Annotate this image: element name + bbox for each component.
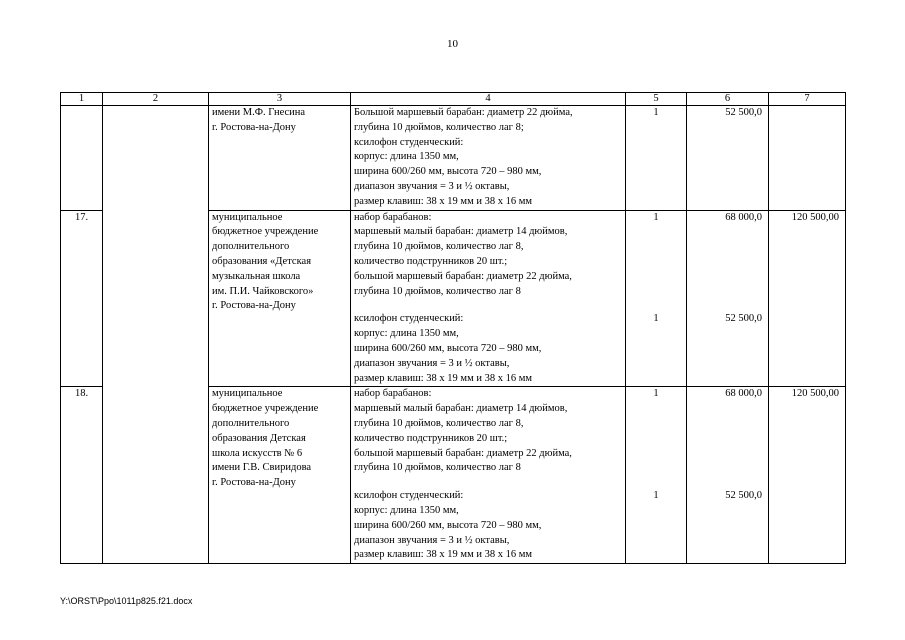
column-number-row — [61, 93, 846, 106]
price-cell: 68 000,0 52 500,0 — [687, 387, 769, 564]
row-number-cell: 17. — [61, 210, 103, 387]
total-cell: 120 500,00 — [769, 387, 846, 564]
column-header: 4 — [351, 93, 626, 106]
column-header: 6 — [687, 93, 769, 106]
row-number-cell — [61, 106, 103, 211]
quantity-cell: 1 1 — [626, 210, 687, 387]
row-number-cell: 18. — [61, 387, 103, 564]
equipment-cell: набор барабанов: маршевый малый барабан: диаметр 14 дюймов, глубина 10 дюймов, количество лаг 8, количество подструнников 20 шт.; большой маршевый барабан: диаметр 22 дюйма, глубина 10 дюймов, количество лаг 8 ксилофон студенческий: корпус: длина 1350 мм, ширина 600/260 мм, высота 720 – 980 мм, диапазон звучания = 3 и ½ октавы, размер клавиш: 38 х 19 мм и 38 х 16 мм — [351, 387, 626, 564]
quantity-cell: 1 — [626, 106, 687, 211]
column-header: 2 — [103, 93, 209, 106]
price-cell: 52 500,0 — [687, 106, 769, 211]
price-cell: 68 000,0 52 500,0 — [687, 210, 769, 387]
equipment-cell: Большой маршевый барабан: диаметр 22 дюйма, глубина 10 дюймов, количество лаг 8; ксилофон студенческий: корпус: длина 1350 мм, ширина 600/260 мм, высота 720 – 980 мм, диапазон звучания = 3 и ½ октавы, размер клавиш: 38 х 19 мм и 38 х 16 мм — [351, 106, 626, 211]
allocation-table — [60, 92, 846, 564]
column-header: 5 — [626, 93, 687, 106]
table-row — [61, 106, 846, 211]
quantity-cell: 1 1 — [626, 387, 687, 564]
institution-cell: муниципальное бюджетное учреждение дополнительного образования «Детская музыкальная школа им. П.И. Чайковского» г. Ростова-на-Дону — [209, 210, 351, 387]
column-header: 1 — [61, 93, 103, 106]
total-cell — [769, 106, 846, 211]
equipment-cell: набор барабанов: маршевый малый барабан: диаметр 14 дюймов, глубина 10 дюймов, количество лаг 8, количество подструнников 20 шт.; большой маршевый барабан: диаметр 22 дюйма, глубина 10 дюймов, количество лаг 8 ксилофон студенческий: корпус: длина 1350 мм, ширина 600/260 мм, высота 720 – 980 мм, диапазон звучания = 3 и ½ октавы, размер клавиш: 38 х 19 мм и 38 х 16 мм — [351, 210, 626, 387]
institution-cell: муниципальное бюджетное учреждение дополнительного образования Детская школа искусств № 6 имени Г.В. Свиридова г. Ростова-на-Дону — [209, 387, 351, 564]
page-number: 10 — [447, 38, 458, 50]
file-path-footer: Y:\ORST\Ppo\1011p825.f21.docx — [60, 596, 193, 606]
total-cell: 120 500,00 — [769, 210, 846, 387]
institution-cell: имени М.Ф. Гнесина г. Ростова-на-Дону — [209, 106, 351, 211]
district-cell — [103, 106, 209, 564]
column-header: 7 — [769, 93, 846, 106]
column-header: 3 — [209, 93, 351, 106]
